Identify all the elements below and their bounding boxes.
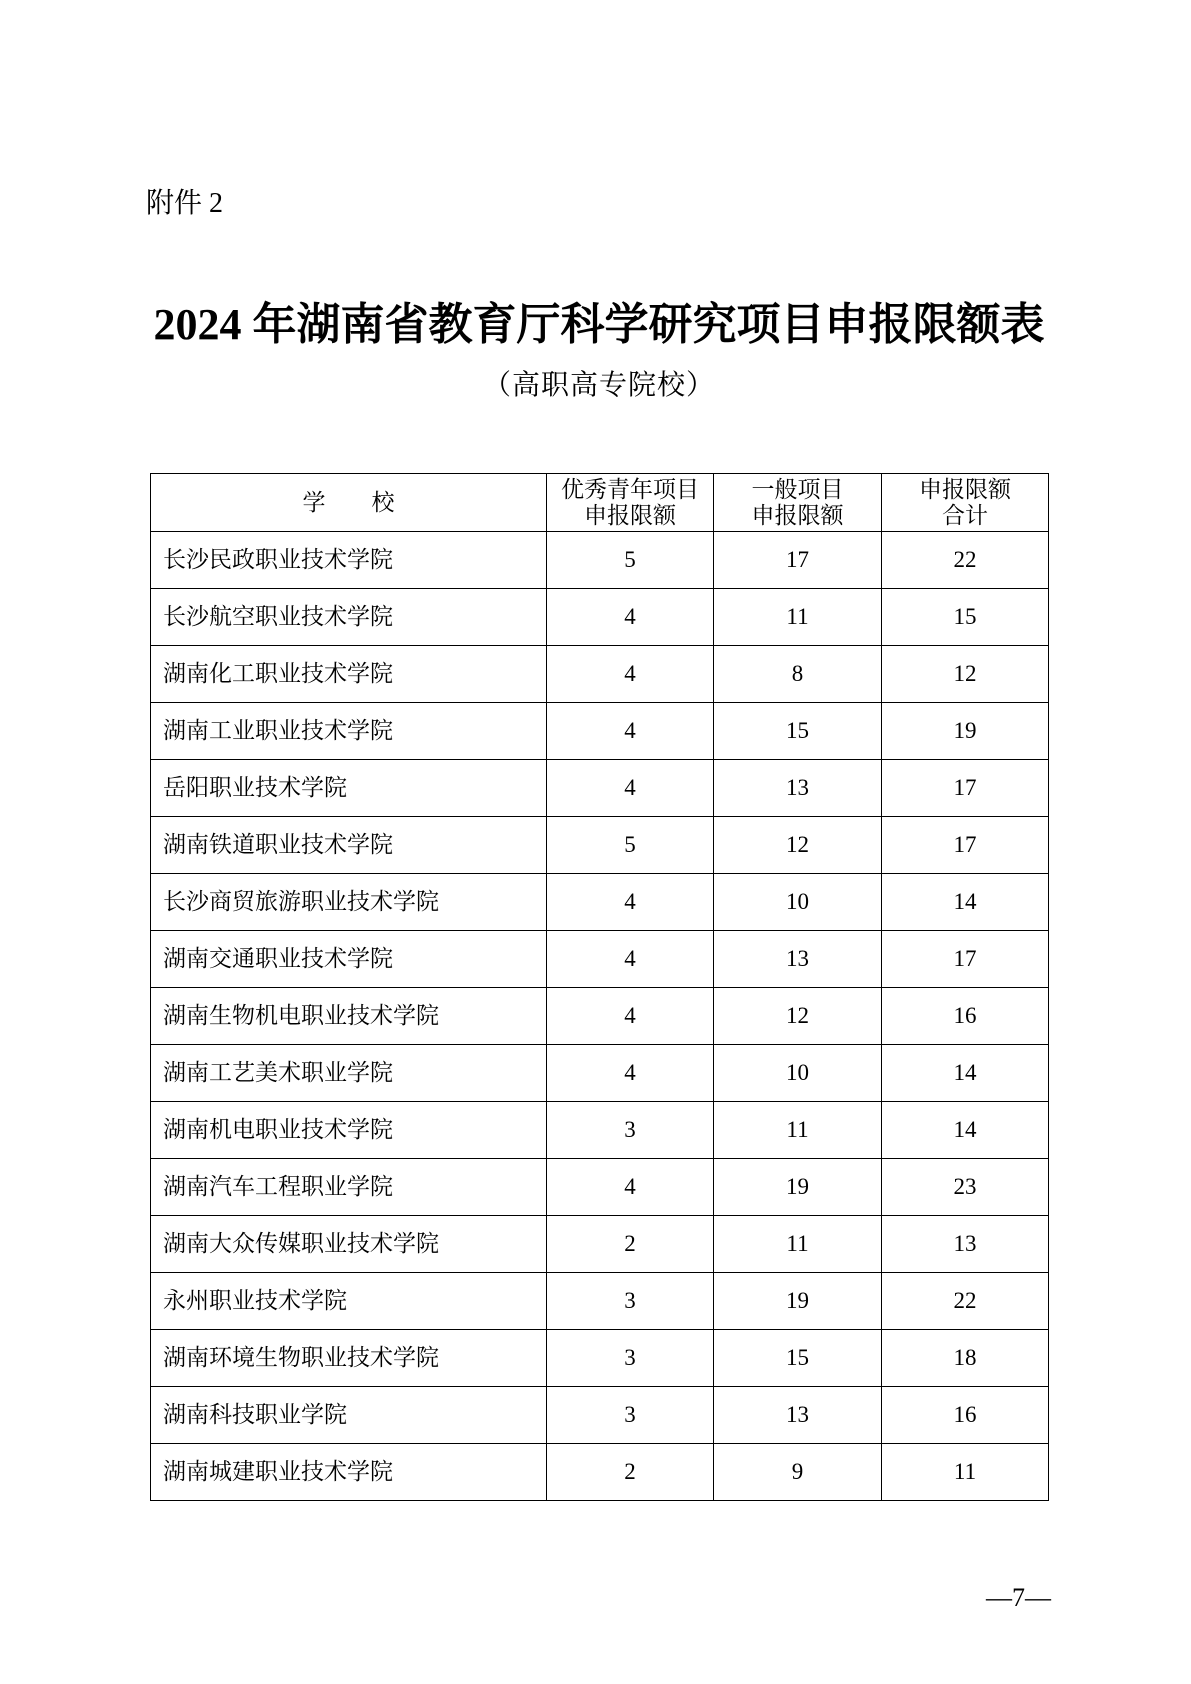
cell-school: 湖南城建职业技术学院 [151,1444,547,1501]
cell-school: 湖南铁道职业技术学院 [151,817,547,874]
table-row [151,703,1049,760]
header-youth-quota [547,474,714,532]
cell-general-quota: 9 [714,1444,882,1501]
cell-total-quota: 17 [882,760,1049,817]
cell-general-quota: 19 [714,1159,882,1216]
table-row [151,646,1049,703]
table-row [151,1045,1049,1102]
cell-school: 长沙民政职业技术学院 [151,532,547,589]
cell-school: 湖南科技职业学院 [151,1387,547,1444]
document-subtitle: （高职高专院校） [482,370,715,401]
cell-youth-quota: 3 [547,1102,714,1159]
header-general-line1: 一般项目 [751,476,844,502]
cell-youth-quota: 2 [547,1216,714,1273]
cell-general-quota: 12 [714,988,882,1045]
cell-general-quota: 13 [714,760,882,817]
cell-youth-quota: 4 [547,1045,714,1102]
cell-school: 湖南大众传媒职业技术学院 [151,1216,547,1273]
cell-total-quota: 14 [882,1102,1049,1159]
page-number: —7— [986,1583,1051,1612]
table-row [151,988,1049,1045]
table-row [151,1159,1049,1216]
cell-total-quota: 14 [882,1045,1049,1102]
cell-school: 湖南汽车工程职业学院 [151,1159,547,1216]
header-general-quota [714,474,882,532]
cell-general-quota: 11 [714,1102,882,1159]
cell-youth-quota: 4 [547,1159,714,1216]
table-row [151,589,1049,646]
table-row [151,817,1049,874]
cell-youth-quota: 4 [547,703,714,760]
table-row [151,874,1049,931]
cell-general-quota: 13 [714,1387,882,1444]
cell-youth-quota: 4 [547,646,714,703]
cell-total-quota: 17 [882,817,1049,874]
cell-youth-quota: 3 [547,1330,714,1387]
cell-youth-quota: 4 [547,874,714,931]
header-total-line1: 申报限额 [919,476,1011,502]
cell-total-quota: 22 [882,1273,1049,1330]
table-row [151,1444,1049,1501]
cell-general-quota: 12 [714,817,882,874]
cell-total-quota: 16 [882,988,1049,1045]
cell-youth-quota: 4 [547,931,714,988]
table-row [151,532,1049,589]
cell-total-quota: 17 [882,931,1049,988]
header-total-line2: 合计 [942,502,988,528]
cell-school: 湖南交通职业技术学院 [151,931,547,988]
cell-school: 湖南环境生物职业技术学院 [151,1330,547,1387]
cell-youth-quota: 5 [547,817,714,874]
cell-general-quota: 10 [714,874,882,931]
header-school [151,474,547,532]
cell-general-quota: 15 [714,1330,882,1387]
cell-total-quota: 13 [882,1216,1049,1273]
cell-youth-quota: 3 [547,1273,714,1330]
cell-total-quota: 19 [882,703,1049,760]
table-header-row [151,474,1049,532]
cell-general-quota: 15 [714,703,882,760]
cell-youth-quota: 5 [547,532,714,589]
cell-total-quota: 18 [882,1330,1049,1387]
cell-school: 湖南生物机电职业技术学院 [151,988,547,1045]
cell-school: 湖南工艺美术职业学院 [151,1045,547,1102]
cell-general-quota: 17 [714,532,882,589]
header-youth-line1: 优秀青年项目 [561,476,699,502]
cell-general-quota: 10 [714,1045,882,1102]
cell-total-quota: 11 [882,1444,1049,1501]
cell-general-quota: 11 [714,589,882,646]
cell-youth-quota: 4 [547,988,714,1045]
table-row [151,1273,1049,1330]
attachment-label: 附件 2 [146,188,224,219]
cell-school: 湖南机电职业技术学院 [151,1102,547,1159]
table-row [151,760,1049,817]
table-row [151,1216,1049,1273]
cell-total-quota: 12 [882,646,1049,703]
table-row [151,1330,1049,1387]
cell-school: 岳阳职业技术学院 [151,760,547,817]
cell-youth-quota: 2 [547,1444,714,1501]
cell-general-quota: 8 [714,646,882,703]
cell-general-quota: 19 [714,1273,882,1330]
table-body [151,532,1049,1501]
cell-school: 长沙航空职业技术学院 [151,589,547,646]
table-row [151,1102,1049,1159]
cell-total-quota: 14 [882,874,1049,931]
cell-general-quota: 11 [714,1216,882,1273]
header-youth-line2: 申报限额 [584,502,676,528]
cell-general-quota: 13 [714,931,882,988]
table-row [151,931,1049,988]
cell-total-quota: 16 [882,1387,1049,1444]
table-row [151,1387,1049,1444]
header-school-label: 学 校 [302,489,395,515]
header-total-quota [882,474,1049,532]
header-general-line2: 申报限额 [751,502,844,528]
cell-total-quota: 23 [882,1159,1049,1216]
document-title: 2024 年湖南省教育厅科学研究项目申报限额表 [153,300,1045,349]
cell-youth-quota: 4 [547,589,714,646]
cell-youth-quota: 4 [547,760,714,817]
cell-school: 湖南化工职业技术学院 [151,646,547,703]
cell-total-quota: 22 [882,532,1049,589]
cell-youth-quota: 3 [547,1387,714,1444]
cell-school: 长沙商贸旅游职业技术学院 [151,874,547,931]
cell-school: 永州职业技术学院 [151,1273,547,1330]
cell-total-quota: 15 [882,589,1049,646]
cell-school: 湖南工业职业技术学院 [151,703,547,760]
quota-table [150,473,1049,1501]
